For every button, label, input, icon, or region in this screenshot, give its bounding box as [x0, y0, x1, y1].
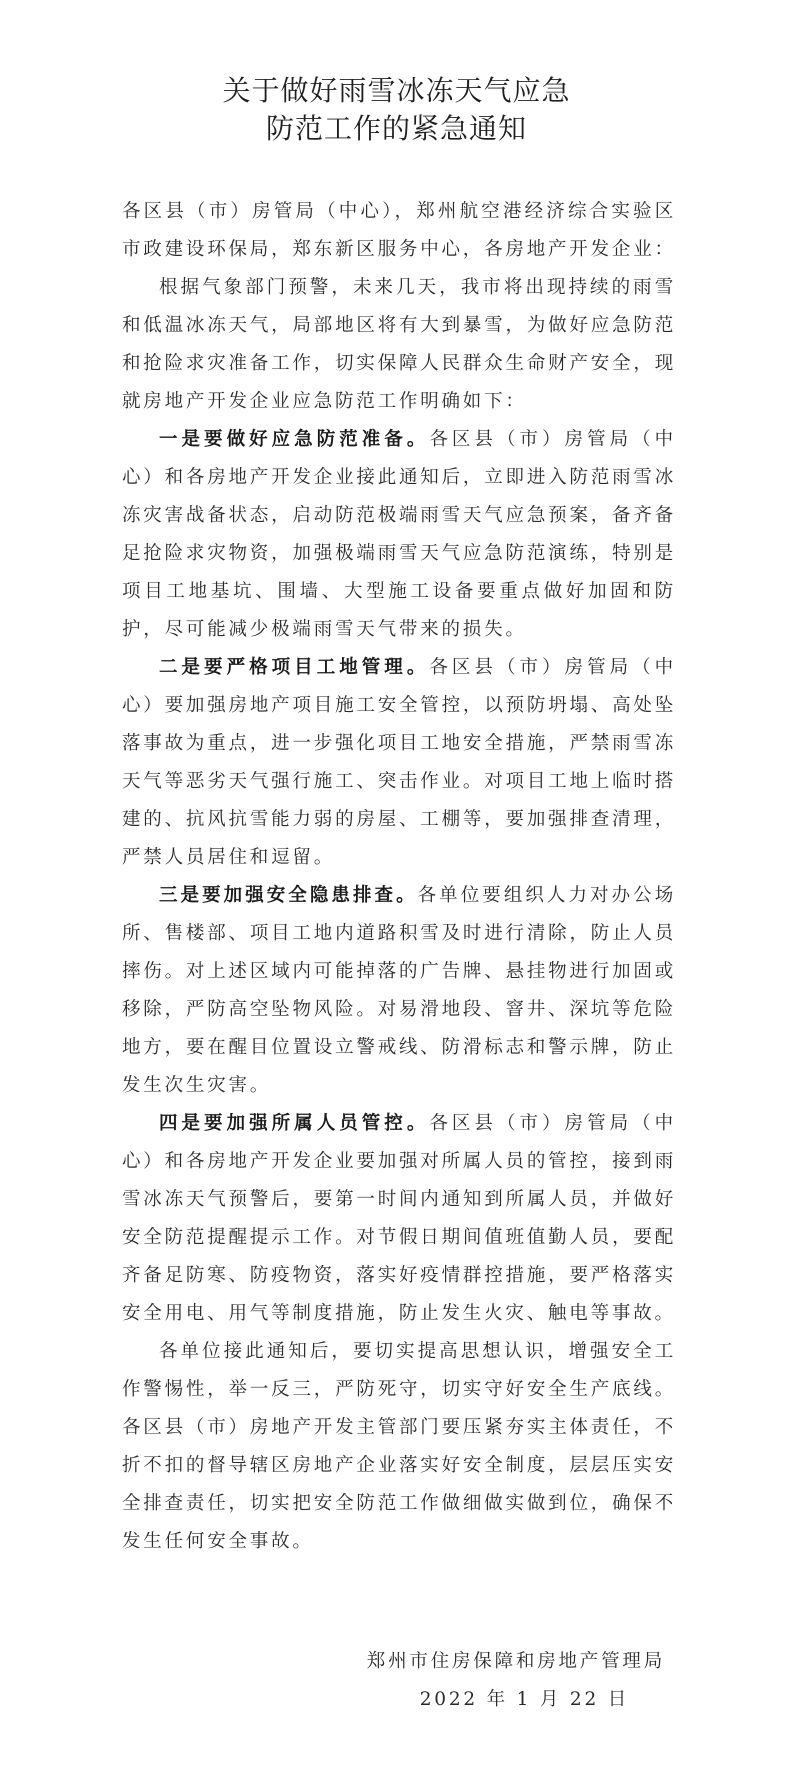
point-text-3: 各单位要组织人力对办公场所、售楼部、项目工地内道路积雪及时进行清除，防止人员摔伤。对上述区域内可能掉落的广告牌、悬挂物进行加固或移除，严防高空坠物风险。对易滑地段、窨井、深坑等危险地方，要在醒目位置设立警戒线、防滑标志和警示牌，防止发生次生灾害。 [122, 885, 676, 1096]
point-paragraph-4 [122, 1105, 676, 1333]
title-line-1: 关于做好雨雪冰冻天气应急 [222, 74, 571, 107]
signature-block [367, 1643, 665, 1719]
point-lead-3: 三是要加强安全隐患排查。 [159, 885, 418, 906]
closing-paragraph: 各单位接此通知后，要切实提高思想认识，增强安全工作警惕性，举一反三，严防死守，切实守好安全生产底线。各区县（市）房地产开发主管部门要压紧夯实主体责任，不折不扣的督导辖区房地产企业落实好安全制度，层层压实安全排查责任，切实把安全防范工作做细做实做到位，确保不发生任何安全事故。 [122, 1341, 676, 1552]
issue-date: 2022 年 1 月 22 日 [419, 1689, 629, 1710]
point-paragraph-1 [122, 421, 676, 649]
point-paragraph-2 [122, 649, 676, 877]
intro-paragraph: 根据气象部门预警，未来几天，我市将出现持续的雨雪和低温冰冻天气，局部地区将有大到暴雪，为做好应急防范和抢险求灾准备工作，切实保障人民群众生命财产安全，现就房地产开发企业应急防范工作明确如下： [122, 277, 676, 412]
point-paragraph-3 [122, 877, 676, 1105]
point-lead-2: 二是要严格项目工地管理。 [159, 657, 430, 678]
notice-title [0, 72, 793, 148]
point-lead-1: 一是要做好应急防范准备。 [159, 429, 430, 450]
point-lead-4: 四是要加强所属人员管控。 [159, 1113, 430, 1134]
point-text-1: 各区县（市）房管局（中心）和各房地产开发企业接此通知后，立即进入防范雨雪冰冻灾害战备状态，启动防范极端雨雪天气应急预案，备齐备足抢险求灾物资，加强极端雨雪天气应急防范演练，特别是项目工地基坑、围墙、大型施工设备要重点做好加固和防护，尽可能减少极端雨雪天气带来的损失。 [122, 429, 676, 640]
issuer-name: 郑州市住房保障和房地产管理局 [366, 1651, 665, 1672]
salutation: 各区县（市）房管局（中心），郑州航空港经济综合实验区市政建设环保局，郑东新区服务中心，各房地产开发企业： [122, 201, 676, 260]
point-text-2: 各区县（市）房管局（中心）要加强房地产项目施工安全管控，以预防坍塌、高处坠落事故为重点，进一步强化项目工地安全措施，严禁雨雪冻天气等恶劣天气强行施工、突击作业。对项目工地上临时搭建的、抗风抗雪能力弱的房屋、工棚等，要加强排查清理，严禁人员居住和逗留。 [122, 657, 676, 868]
notice-body [122, 193, 676, 1561]
title-line-2: 防范工作的紧急通知 [265, 112, 527, 145]
point-text-4: 各区县（市）房管局（中心）和各房地产开发企业要加强对所属人员的管控，接到雨雪冰冻天气预警后，要第一时间内通知到所属人员，并做好安全防范提醒提示工作。对节假日期间值班值勤人员，要配齐备足防寒、防疫物资，落实好疫情群控措施，要严格落实安全用电、用气等制度措施，防止发生火灾、触电等事故。 [122, 1113, 676, 1324]
